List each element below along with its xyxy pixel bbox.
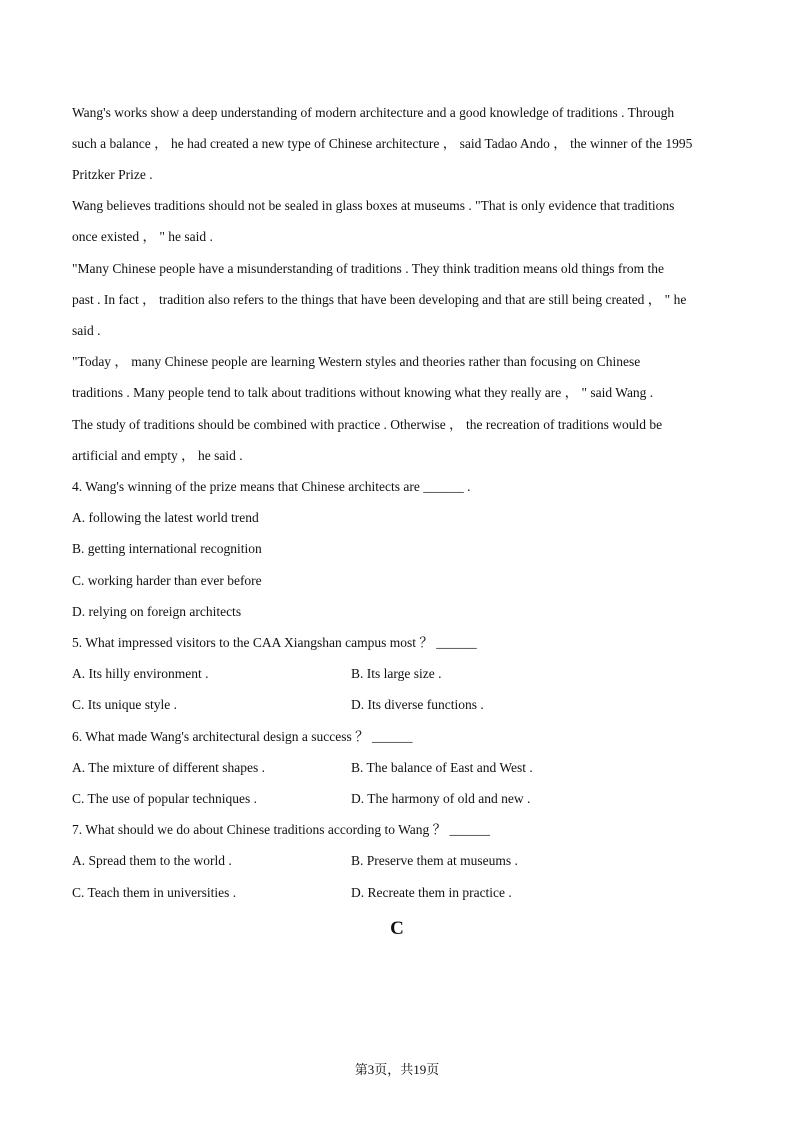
passage-line: past . In fact ， tradition also refers to the things that have been developing and that are still being created ， " he	[72, 292, 687, 307]
question-5-option-a: A. Its hilly environment .	[72, 666, 209, 681]
question-7-option-b: B. Preserve them at museums .	[351, 853, 518, 868]
passage-line: once existed ， " he said .	[72, 229, 213, 244]
question-7-option-d: D. Recreate them in practice .	[351, 885, 512, 900]
passage-line: traditions . Many people tend to talk about traditions without knowing what they really are ， " said Wang .	[72, 385, 654, 400]
question-6-option-d: D. The harmony of old and new .	[351, 791, 531, 806]
passage-line: artificial and empty ， he said .	[72, 448, 243, 463]
passage-line: Wang believes traditions should not be sealed in glass boxes at museums . "That is only evidence that traditions	[72, 198, 675, 213]
passage-line: Pritzker Prize .	[72, 167, 153, 182]
question-6-option-a: A. The mixture of different shapes .	[72, 760, 265, 775]
passage-line: "Today ， many Chinese people are learning Western styles and theories rather than focusing on Chinese	[72, 354, 641, 369]
question-5-stem: 5. What impressed visitors to the CAA Xiangshan campus most ？ ______	[72, 635, 477, 650]
question-7-option-a: A. Spread them to the world .	[72, 853, 232, 868]
passage-line: said .	[72, 323, 101, 338]
question-4-stem: 4. Wang's winning of the prize means that Chinese architects are ______ .	[72, 479, 471, 494]
passage-line: such a balance ， he had created a new type of Chinese architecture ， said Tadao Ando ， the winner of the 1995	[72, 136, 693, 151]
question-5-option-b: B. Its large size .	[351, 666, 442, 681]
passage-line: "Many Chinese people have a misunderstanding of traditions . They think tradition means old things from the	[72, 261, 665, 276]
question-6-option-b: B. The balance of East and West .	[351, 760, 533, 775]
question-4-option-d: D. relying on foreign architects	[72, 604, 242, 619]
question-4-option-b: B. getting international recognition	[72, 541, 262, 556]
section-heading: C	[390, 918, 404, 939]
question-4-option-a: A. following the latest world trend	[72, 510, 259, 525]
question-5-option-c: C. Its unique style .	[72, 697, 177, 712]
question-7-stem: 7. What should we do about Chinese traditions according to Wang ？ ______	[72, 822, 490, 837]
page-footer: 第3页，共19页	[354, 1062, 440, 1077]
question-4-option-c: C. working harder than ever before	[72, 573, 262, 588]
question-7-option-c: C. Teach them in universities .	[72, 885, 237, 900]
passage-line: Wang's works show a deep understanding of modern architecture and a good knowledge of traditions . Through	[72, 105, 675, 120]
passage-line: The study of traditions should be combined with practice . Otherwise ， the recreation of traditions would be	[72, 417, 663, 432]
question-5-option-d: D. Its diverse functions .	[351, 697, 484, 712]
question-6-option-c: C. The use of popular techniques .	[72, 791, 257, 806]
question-6-stem: 6. What made Wang's architectural design a success ？ ______	[72, 729, 413, 744]
